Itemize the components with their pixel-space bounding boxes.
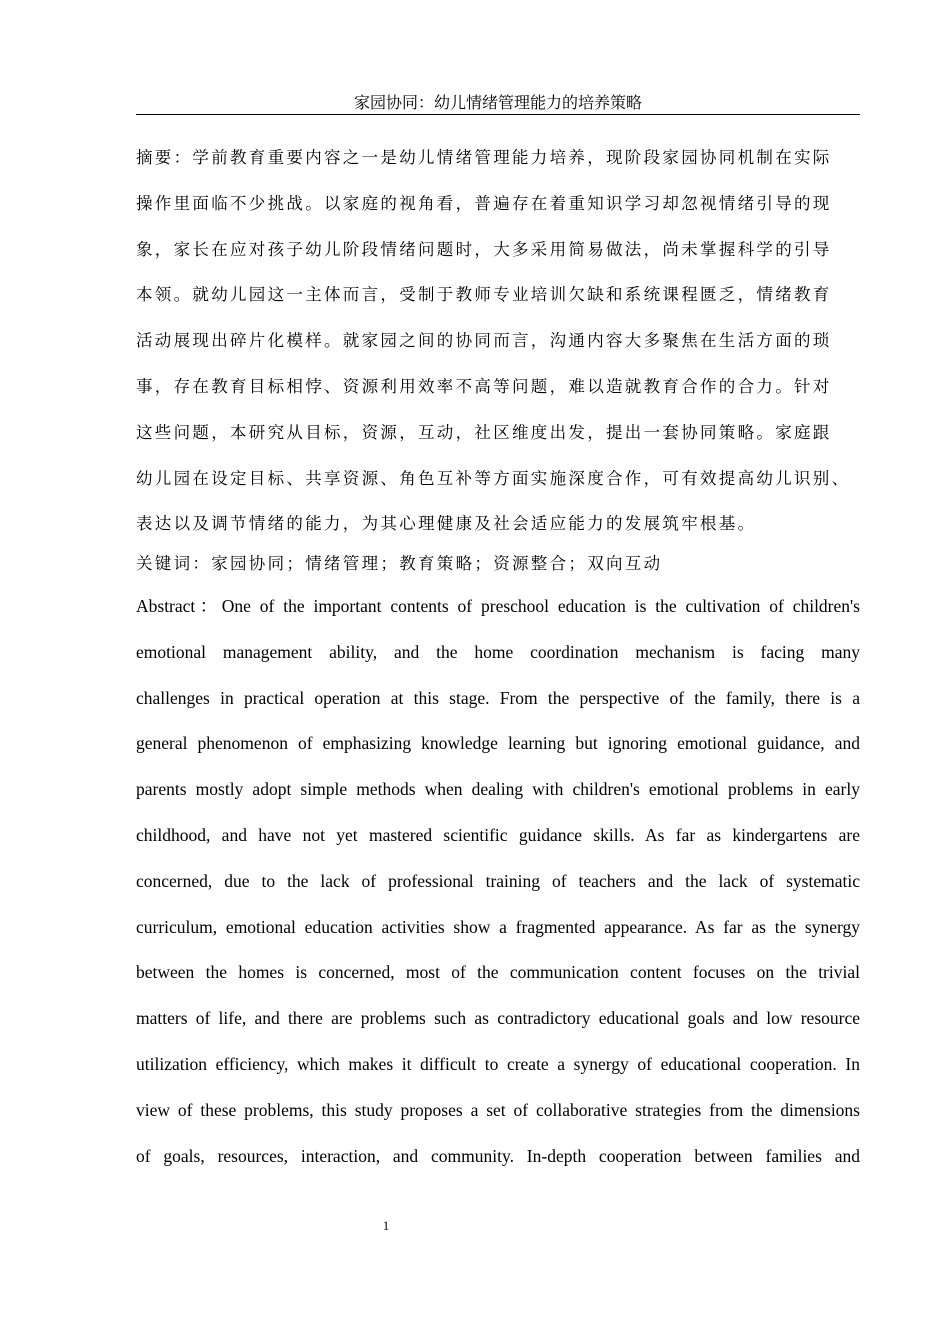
abstract-label: Abstract： — [136, 596, 222, 616]
english-abstract-line: curriculum, emotional education activities show a fragmented appearance. As far as the synergy — [136, 916, 860, 937]
chinese-abstract-line: 象，家长在应对孩子幼儿阶段情绪问题时，大多采用简易做法，尚未掌握科学的引导 — [136, 239, 832, 259]
english-abstract-line: emotional management ability, and the home coordination mechanism is facing many — [136, 641, 860, 662]
chinese-abstract-line: 操作里面临不少挑战。以家庭的视角看，普遍存在着重知识学习却忽视情绪引导的现 — [136, 193, 832, 213]
english-abstract — [136, 590, 860, 1185]
chinese-abstract-line: 活动展现出碎片化模样。就家园之间的协同而言，沟通内容大多聚焦在生活方面的琐 — [136, 331, 832, 351]
english-abstract-line: general phenomenon of emphasizing knowledge learning but ignoring emotional guidance, and — [136, 733, 860, 754]
chinese-keywords: 关键词：家园协同；情绪管理；教育策略；资源整合；双向互动 — [136, 554, 663, 573]
english-abstract-line: utilization efficiency, which makes it difficult to create a synergy of educational cooperation. In — [136, 1053, 860, 1074]
english-abstract-line: matters of life, and there are problems such as contradictory educational goals and low resource — [136, 1008, 860, 1029]
english-abstract-line: view of these problems, this study proposes a set of collaborative strategies from the dimensions — [136, 1099, 860, 1120]
english-abstract-first-line — [136, 590, 860, 636]
english-abstract-line: childhood, and have not yet mastered scientific guidance skills. As far as kindergartens are — [136, 824, 860, 845]
chinese-abstract-line: 这些问题，本研究从目标，资源，互动，社区维度出发，提出一套协同策略。家庭跟 — [136, 422, 832, 442]
page-number: 1 — [382, 1218, 390, 1233]
running-header-title: 家园协同：幼儿情绪管理能力的培养策略 — [353, 93, 642, 112]
abstract-first-line-text: One of the important contents of preschool education is the cultivation of children's — [221, 596, 860, 616]
chinese-abstract-line: 摘要：学前教育重要内容之一是幼儿情绪管理能力培养，现阶段家园协同机制在实际 — [136, 148, 832, 167]
chinese-abstract-line: 表达以及调节情绪的能力，为其心理健康及社会适应能力的发展筑牢根基。 — [136, 514, 757, 534]
chinese-abstract — [136, 135, 864, 547]
english-abstract-line: parents mostly adopt simple methods when dealing with children's emotional problems in early — [136, 779, 860, 800]
english-abstract-line: challenges in practical operation at this stage. From the perspective of the family, there is a — [136, 687, 860, 708]
header-rule — [136, 114, 860, 115]
english-abstract-line: between the homes is concerned, most of the communication content focuses on the trivial — [136, 962, 860, 983]
chinese-abstract-line: 本领。就幼儿园这一主体而言，受制于教师专业培训欠缺和系统课程匮乏，情绪教育 — [136, 285, 832, 305]
english-abstract-line: concerned, due to the lack of professional training of teachers and the lack of systematic — [136, 870, 860, 891]
chinese-abstract-line: 幼儿园在设定目标、共享资源、角色互补等方面实施深度合作，可有效提高幼儿识别、 — [136, 468, 851, 488]
english-abstract-line: of goals, resources, interaction, and community. In-depth cooperation between families and — [136, 1145, 860, 1166]
chinese-abstract-line: 事，存在教育目标相悖、资源利用效率不高等问题，难以造就教育合作的合力。针对 — [136, 376, 832, 396]
